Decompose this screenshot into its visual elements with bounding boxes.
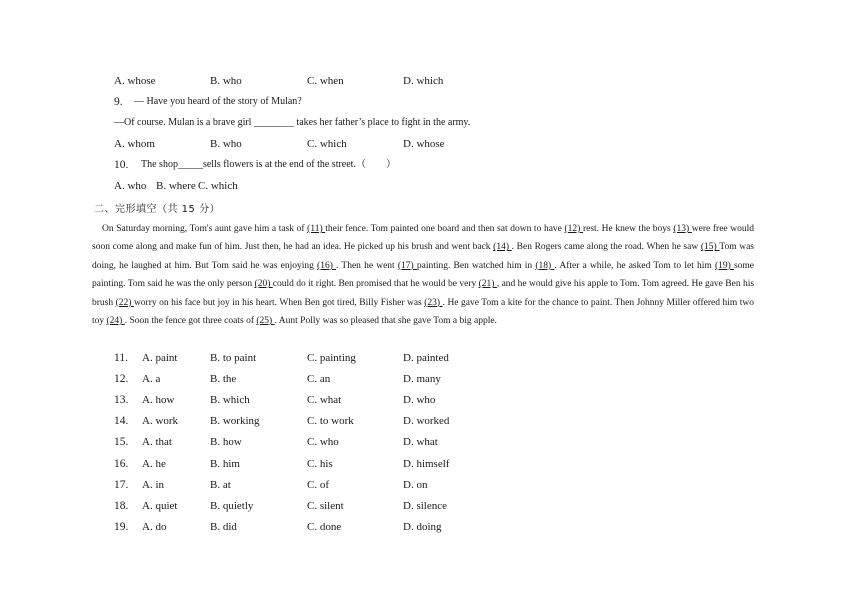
question-number: 11. (114, 352, 128, 364)
passage-text: some painting. Tom said he was the only person (92, 260, 755, 290)
question-number: 10. (114, 159, 129, 171)
option-d: D. painted (403, 352, 449, 364)
option-a: A. a (142, 373, 161, 386)
passage-text: worry on his face but joy in his heart. When Ben got tired, Billy Fisher was (133, 297, 425, 308)
blank: (11) (307, 224, 326, 234)
passage-text: . Soon the fence got three coats of (124, 316, 257, 327)
option-a: A. whose (114, 75, 156, 87)
option-b: B. who (210, 138, 242, 150)
option-c: C. to work (307, 415, 354, 428)
option-c: C. what (307, 394, 342, 407)
option-a: A. paint (142, 352, 178, 364)
question-text: The shop_____sells flowers is at the end of the street.（ ） (141, 159, 396, 170)
option-a: A. do (142, 520, 167, 533)
option-a: A. in (142, 478, 164, 491)
passage-text: On Saturday morning, Tom's aunt gave him a task of (102, 224, 308, 234)
question-number: 9. (114, 96, 123, 108)
question-9-reply (114, 116, 470, 130)
option-c: C. painting (307, 352, 356, 364)
section-title: 二、完形填空（共 15 分） (94, 204, 221, 215)
blank: (15) (700, 242, 720, 253)
option-b: B. to paint (210, 352, 257, 364)
blank: (21) (478, 279, 497, 290)
passage-text: , and he would give his apple to Tom. Tom agreed. He gave Ben his brush (92, 279, 755, 308)
option-c: C. an (307, 373, 331, 386)
option-a: A. who (114, 180, 147, 192)
passage-text: rest. He knew the boys (582, 224, 674, 234)
blank: (12) (564, 224, 583, 234)
option-d: D. which (403, 75, 444, 87)
passage-text: were free would soon come along and make fun of him. Just then, he had an idea. He picked up his brush and went back (92, 224, 755, 253)
option-c: C. which (307, 138, 347, 150)
option-d: D. whose (403, 138, 445, 150)
option-c: C. which (198, 180, 238, 192)
option-b: B. how (210, 436, 242, 449)
option-d: D. what (403, 436, 438, 449)
question-number: 16. (114, 457, 129, 470)
option-c: C. done (307, 520, 342, 533)
option-c: C. when (307, 75, 344, 87)
option-d: D. who (403, 394, 436, 407)
question-number: 19. (114, 520, 129, 533)
option-c: C. silent (307, 499, 344, 512)
option-d: D. silence (403, 499, 447, 512)
option-b: B. who (210, 75, 242, 87)
question-text: —Of course. Mulan is a brave girl ________ takes her father’s place to fight in the army. (114, 117, 471, 128)
blank: (20) (254, 279, 273, 290)
passage-text: painting. Ben watched him in (416, 260, 536, 271)
passage-text: their fence. Tom painted one board and then sat down to have (325, 224, 565, 234)
option-d: D. doing (403, 520, 442, 533)
option-d: D. himself (403, 457, 450, 470)
passage-text: . He gave Tom a kite for the chance to paint. Then Johnny Miller offered him two toy (92, 297, 754, 327)
passage-text: Tom was doing, he laughed at him. But Tom said he was enjoying (92, 242, 754, 271)
option-c: C. who (307, 436, 339, 449)
question-number: 14. (114, 415, 129, 428)
passage-text: . Ben Rogers came along the road. When he saw (511, 242, 701, 253)
option-b: B. at (210, 478, 231, 491)
passage-text: . After a while, he asked Tom to let him (554, 260, 715, 271)
option-b: B. the (210, 373, 237, 386)
blank: (22) (115, 297, 134, 308)
question-number: 13. (114, 394, 129, 407)
option-c: C. his (307, 457, 333, 470)
question-number: 12. (114, 373, 129, 386)
passage-text: could do it right. Ben promised that he would be very (272, 279, 479, 290)
blank: (19) (714, 260, 734, 271)
blank: (24) (106, 316, 125, 327)
option-b: B. which (210, 394, 250, 407)
question-number: 17. (114, 478, 129, 491)
blank: (14) (493, 242, 512, 253)
option-d: D. worked (403, 415, 450, 428)
option-b: B. did (210, 520, 237, 533)
blank: (16) (317, 260, 337, 271)
option-b: B. where (156, 180, 196, 192)
passage-text: . Then he went (336, 260, 398, 271)
option-d: D. many (403, 373, 441, 386)
option-a: A. work (142, 415, 179, 428)
question-text: — Have you heard of the story of Mulan? (134, 96, 302, 107)
option-a: A. quiet (142, 499, 178, 512)
option-a: A. he (142, 457, 166, 470)
cloze-passage (92, 220, 754, 330)
passage-paragraph (92, 220, 754, 330)
option-c: C. of (307, 478, 329, 491)
option-a: A. that (142, 436, 172, 449)
option-d: D. on (403, 478, 428, 491)
passage-text: . Aunt Polly was so pleased that she gave Tom a big apple. (274, 316, 497, 327)
blank: (13) (673, 224, 692, 234)
blank: (23) (424, 297, 443, 308)
option-b: B. working (210, 415, 260, 428)
blank: (17) (397, 260, 417, 271)
question-number: 18. (114, 499, 129, 512)
option-a: A. how (142, 394, 175, 407)
option-b: B. him (210, 457, 240, 470)
option-a: A. whom (114, 138, 155, 150)
option-b: B. quietly (210, 499, 254, 512)
blank: (18) (535, 260, 555, 271)
blank: (25) (256, 316, 275, 327)
question-number: 15. (114, 436, 129, 449)
